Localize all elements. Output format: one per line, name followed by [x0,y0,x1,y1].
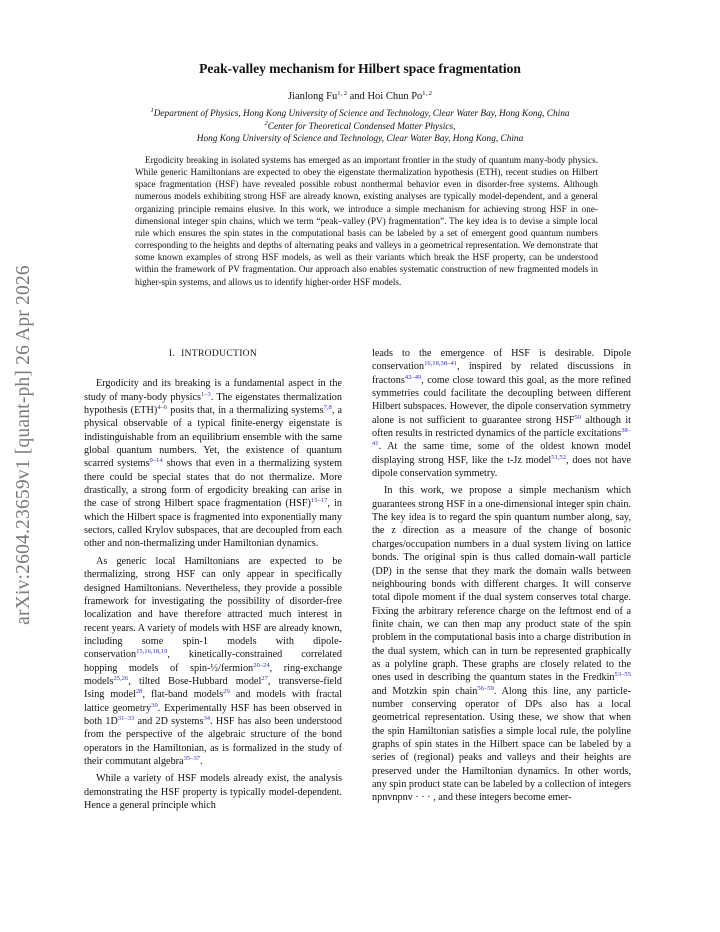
body-text: . At the same time, some of the oldest known model displaying strong HSF, like the t-Jz model [372,441,631,466]
author-affil-mark: 1, 2 [337,90,348,97]
body-text: , come close toward this goal, as the more refined symmetries could facilitate the decoupling between different Hilbert subspaces. However, the dipole conservation symmetry alone is not sufficient to guarantee strong HSF [372,374,631,426]
affiliation-text: Center for Theoretical Condensed Matter Physics, [267,121,456,132]
affiliation-line [0,121,720,134]
body-text: and models with fractal lattice geometry [84,689,342,714]
body-text: , flat-band models [142,689,224,701]
abstract-text: Ergodicity breaking in isolated systems has emerged as an important frontier in the study of quantum many-body physics. While generic Hamiltonians are expected to obey the eigenstate thermalization hypothesis (ETH), recent studies on Hilbert space fragmentation (HSF) have revealed possible robust nonthermal behavior even in disorder-free systems. Although numerous models exhibiting strong HSF are already known, existing analyses are typically model-dependent, and a general organizing principle remains elusive. In this work, we introduce a simple mechanism for achieving strong HSF in one-dimensional integer spin chains, which we term “peak–valley (PV) fragmentation”. The key idea is to devise a simple local rule which ensures the spin states in the computational basis can be labeled by a set of emergent good quantum numbers corresponding to the heights and depths of alternating peaks and valleys in a geometrical representation. We demonstrate that some known examples of strong HSF models, as well as their variants which break the HSF property, can be understood within the framework of PV fragmentation. Our approach also enables systematic construction of new fragmented models in higher-spin systems, and allows us to identify higher-order HSF models. [135,155,598,287]
body-paragraph [84,772,342,812]
citation-link[interactable]: 4–6 [157,404,168,412]
author-name: Jianlong Fu [287,91,338,102]
right-column-body [372,347,631,805]
author-name: Hoi Chun Po [367,91,423,102]
body-text: although it often results in restricted dynamics of the particle excitations [372,414,632,440]
affil-mark: 2 [264,119,268,127]
body-paragraph [372,347,631,480]
citation-link[interactable]: 30 [151,701,158,709]
right-column [372,347,631,805]
body-text: . Along this line, any particle-number conserving operator of DPs also has a local geometrical representation. Using these, we show that when the spin Hamiltonian satisfies a simple local rule, the polyline graphs of spin states in the Hilbert space can be labeled by a series of (regional) peaks and valleys and their heights are preserved under the Hamiltonian dynamics. In other words, any spin product state can be labeled by a collection of integers npnvnpnv · · · , and these integers become emer- [372,685,631,804]
section-number: I. [168,348,176,359]
author-list [0,91,720,102]
body-text: . [200,755,203,767]
arxiv-identifier: arXiv:2604.23659v1 [quant-ph] 26 Apr 2026 [13,265,34,625]
citation-link[interactable]: 28 [135,688,143,696]
body-text: , transverse-field Ising model [84,675,342,701]
body-text: and 2D systems [134,715,204,727]
citation-link[interactable]: 53–55 [614,671,631,679]
citation-link[interactable]: 42–49 [404,373,422,381]
body-text: , does not have dipole conservation symmetry. [372,454,631,480]
author-separator: and [347,91,368,102]
body-text: While a variety of HSF models already exist, the analysis demonstrating the HSF property is typically model-dependent. Hence a general principle which [84,773,342,811]
body-text: , tilted Bose-Hubbard model [128,675,262,687]
body-text: , kinetically-constrained correlated hopping models of spin-½/fermion [84,649,342,674]
citation-link[interactable]: 29 [223,688,230,696]
left-column-body [84,377,342,812]
citation-link[interactable]: 56–59 [477,684,494,692]
body-text: shows that even in a thermalizing system there could be special states that do not thermalize. More drastically, a strong form of ergodicity breaking can arise in the case of strong Hilbert space fragmentation (HSF) [84,458,342,510]
body-paragraph [372,484,631,804]
body-text: As generic local Hamiltonians are expected to be thermalizing, strong HSF can only appear in specifically designed Hamiltonians. Nevertheless, they provide a possible framework for investigating the possibility of disorder-free localization and have therefore attracted much interest in recent years. A variety of models with HSF are already known, including some spin-1 models with dipole-conservation [84,555,342,661]
body-text: , in which the Hilbert space is fragmented into exponentially many sectors, called Krylov subspaces, that are decoupled from each other and non-thermalizing under Hamiltonian dynamics. [84,498,342,550]
citation-link[interactable]: 50 [574,413,581,421]
body-paragraph [84,377,342,550]
citation-link[interactable]: 7,8 [323,404,332,412]
section-heading [84,347,342,360]
affiliations [0,108,720,146]
affiliation-line [0,133,720,146]
body-text: and Motzkin spin chain [372,685,478,697]
body-text: . HSF has also been understood from the perspective of the algebraic structure of the bond operators in the Hamiltonian, as is formalized in the study of their commutant algebra [84,715,342,767]
body-text: leads to the emergence of HSF is desirable. Dipole conservation [372,348,631,373]
citation-link[interactable]: 9–14 [149,457,163,465]
citation-link[interactable]: 16,18,38–41 [424,360,458,368]
body-text: . Experimentally HSF has been observed in both 1D [84,702,342,727]
body-text: , ring-exchange models [84,662,343,687]
citation-link[interactable]: 15,16,18,19 [136,648,168,656]
paper-title: Peak-valley mechanism for Hilbert space fragmentation [199,61,521,76]
citation-link[interactable]: 27 [261,674,268,682]
citation-link[interactable]: 51,52 [551,453,567,461]
body-text: Ergodicity and its breaking is a fundamental aspect in the study of many-body physics [84,378,342,403]
body-text: posits that, in a thermalizing systems [167,405,324,417]
abstract [135,154,598,288]
body-paragraph [84,555,342,769]
author-affil-mark: 1, 2 [422,90,433,97]
body-text: In this work, we propose a simple mechanism which guarantees strong HSF in a one-dimensional integer spin chain. The key idea is to regard the spin quantum number along, say, the z direction as a measure of the change of bosonic charges/occupation numbers in a dual system living on lattice bonds. The original spin is thus called domain-wall particle (DP) in the sense that they mark the domain walls between neighbouring bonds with different charges. It will conserve total dipole moment if the dual system conserves total charge. Fixing the arbitrary reference charge on the leftmost end of a finite chain, we can then map any product state of the spin problem in the computational basis into a charge distribution in the dual system, which can in turn be represented graphically as a polyline graph. These graphs are closely related to the ones used in describing the quantum states in the Fredkin [372,485,631,684]
body-text: , inspired by related discussions in fractons [372,361,631,386]
citation-link[interactable]: 15–17 [310,497,328,505]
citation-link[interactable]: 34 [203,714,211,722]
citation-link[interactable]: 38–41 [372,427,631,448]
section-title: INTRODUCTION [181,348,258,359]
affil-mark: 1 [150,107,154,114]
citation-link[interactable]: 31–33 [117,714,135,722]
affiliation-line [0,108,720,121]
affiliation-text: Hong Kong University of Science and Technology, Clear Water Bay, Hong Kong, China [196,134,524,145]
left-column [84,347,342,812]
affiliation-text: Department of Physics, Hong Kong University of Science and Technology, Clear Water Bay, Hong Kong, China [153,109,570,119]
citation-link[interactable]: 1–3 [200,390,211,398]
citation-link[interactable]: 25,26 [113,674,129,682]
body-text: , a physical observable of a typical finite-energy eigenstate is indistinguishable from an equilibrium ensemble with the same global quantum numbers. Yet, the existence of quantum scarred systems [84,405,342,470]
body-text: . The eigenstates thermalization hypothesis (ETH) [84,391,342,417]
citation-link[interactable]: 20–24 [253,661,270,669]
citation-link[interactable]: 35–37 [183,754,201,762]
